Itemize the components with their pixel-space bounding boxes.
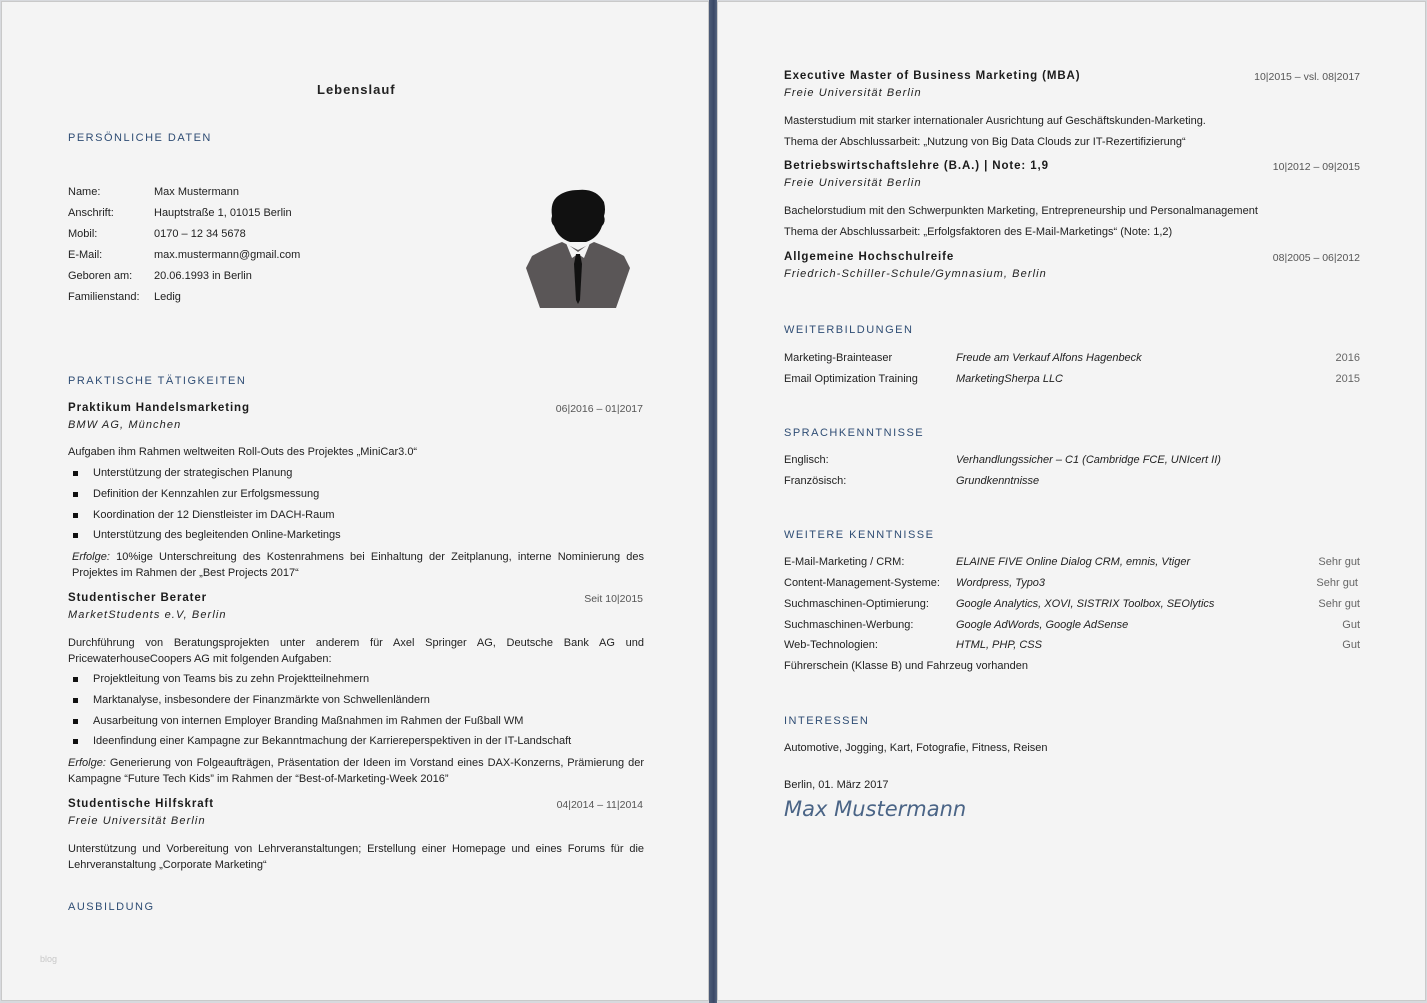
section-heading-languages: SPRACHKENNTNISSE xyxy=(784,427,925,439)
job-intro: Unterstützung und Vorbereitung von Lehrveranstaltungen; Erstellung einer Homepage und eines Forums für die Lehrveranstaltung „Corporate Marketing“ xyxy=(68,843,644,871)
job-date: 04|2014 – 11|2014 xyxy=(556,799,643,811)
job-title: Praktikum Handelsmarketing xyxy=(68,402,250,414)
training-name: Email Optimization Training xyxy=(784,373,918,385)
personal-label: Geboren am: xyxy=(68,270,133,282)
list-item: Unterstützung des begleitenden Online-Marketings xyxy=(93,529,341,541)
job-org: Freie Universität Berlin xyxy=(68,815,206,827)
education-date: 10|2012 – 09|2015 xyxy=(1272,161,1360,173)
person-silhouette-icon xyxy=(526,188,630,308)
list-item: Unterstützung der strategischen Planung xyxy=(93,467,293,479)
education-org: Freie Universität Berlin xyxy=(784,177,922,189)
skill-tools: ELAINE FIVE Online Dialog CRM, emnis, Vtiger xyxy=(956,556,1191,568)
language-name: Französisch: xyxy=(784,475,847,487)
list-item: Definition der Kennzahlen zur Erfolgsmessung xyxy=(93,488,320,500)
job-title: Studentische Hilfskraft xyxy=(68,798,214,810)
education-date: 08|2005 – 06|2012 xyxy=(1272,252,1360,264)
job-org: MarketStudents e.V, Berlin xyxy=(68,609,227,621)
personal-label: Anschrift: xyxy=(68,207,114,219)
education-title: Allgemeine Hochschulreife xyxy=(784,251,955,263)
skill-extra: Führerschein (Klasse B) und Fahrzeug vorhanden xyxy=(784,660,1028,672)
personal-value: 20.06.1993 in Berlin xyxy=(154,270,252,282)
section-heading-training: WEITERBILDUNGEN xyxy=(784,324,914,336)
skill-level: Gut xyxy=(1342,619,1360,631)
education-org: Freie Universität Berlin xyxy=(784,87,922,99)
personal-value: Ledig xyxy=(154,291,181,303)
personal-label: E-Mail: xyxy=(68,249,103,261)
watermark: blog xyxy=(40,954,58,964)
education-date: 10|2015 – vsl. 08|2017 xyxy=(1254,71,1360,83)
language-level: Grundkenntnisse xyxy=(956,475,1040,487)
training-provider: MarketingSherpa LLC xyxy=(956,373,1064,385)
section-heading-education: AUSBILDUNG xyxy=(68,901,155,913)
success-label: Erfolge: xyxy=(68,757,106,769)
section-heading-practical: PRAKTISCHE TÄTIGKEITEN xyxy=(68,375,247,387)
education-line: Thema der Abschlussarbeit: „Nutzung von Big Data Clouds zur IT-Rezertifizierung“ xyxy=(784,136,1186,148)
job-org: BMW AG, München xyxy=(68,419,182,431)
skill-tools: Google Analytics, XOVI, SISTRIX Toolbox, SEOlytics xyxy=(956,598,1215,610)
training-year: 2015 xyxy=(1335,373,1360,385)
education-line: Thema der Abschlussarbeit: „Erfolgsfaktoren des E-Mail-Marketings“ (Note: 1,2) xyxy=(784,226,1173,238)
education-line: Bachelorstudium mit den Schwerpunkten Marketing, Entrepreneurship und Personalmanagement xyxy=(784,205,1258,217)
page-divider xyxy=(709,0,717,1003)
list-item: Ideenfindung einer Kampagne zur Bekanntmachung der Karriereperspektiven in der IT-Landschaft xyxy=(93,735,572,747)
education-title: Executive Master of Business Marketing (MBA) xyxy=(784,70,1081,82)
signature: Max Mustermann xyxy=(784,797,967,821)
personal-value: 0170 – 12 34 5678 xyxy=(154,228,246,240)
skill-tools: Google AdWords, Google AdSense xyxy=(956,619,1129,631)
skill-level: Gut xyxy=(1342,639,1360,651)
job-success xyxy=(72,549,644,581)
skill-area: E-Mail-Marketing / CRM: xyxy=(784,556,905,568)
job-date: 06|2016 – 01|2017 xyxy=(555,403,643,415)
success-text: Generierung von Folgeaufträgen, Präsentation der Ideen im Vorstand eines DAX-Konzerns, Prämierung der Kampagne “Future Tech Kids” im Rahmen der “Best-of-Marketing-Week 2016” xyxy=(68,757,644,785)
interests-text: Automotive, Jogging, Kart, Fotografie, Fitness, Reisen xyxy=(784,742,1048,754)
place-date: Berlin, 01. März 2017 xyxy=(784,779,889,791)
personal-value: Max Mustermann xyxy=(154,186,239,198)
skill-level: Sehr gut xyxy=(1318,556,1360,568)
personal-label: Name: xyxy=(68,186,101,198)
head-shape xyxy=(551,190,605,242)
training-provider: Freude am Verkauf Alfons Hagenbeck xyxy=(956,352,1142,364)
section-heading-interests: INTERESSEN xyxy=(784,715,870,727)
document-title: Lebenslauf xyxy=(317,82,396,97)
personal-value: max.mustermann@gmail.com xyxy=(154,249,301,261)
skill-level: Sehr gut xyxy=(1318,598,1360,610)
training-year: 2016 xyxy=(1335,352,1360,364)
personal-label: Mobil: xyxy=(68,228,98,240)
success-label: Erfolge: xyxy=(72,551,110,563)
education-org: Friedrich-Schiller-Schule/Gymnasium, Berlin xyxy=(784,268,1047,280)
list-item: Marktanalyse, insbesondere der Finanzmärkte von Schwellenländern xyxy=(93,694,430,706)
job-intro: Aufgaben ihm Rahmen weltweiten Roll-Outs des Projektes „MiniCar3.0“ xyxy=(68,446,418,458)
skill-tools: HTML, PHP, CSS xyxy=(956,639,1042,651)
success-text: 10%ige Unterschreitung des Kostenrahmens bei Einhaltung der Zeitplanung, interne Nominierung des Projektes im Rahmen der „Best Projects 2017“ xyxy=(72,551,644,579)
job-intro: Durchführung von Beratungsprojekten unter anderem für Axel Springer AG, Deutsche Bank AG und PricewaterhouseCoopers AG mit folgenden Aufgaben: xyxy=(68,637,644,665)
page-right xyxy=(717,1,1426,1001)
language-name: Englisch: xyxy=(784,454,829,466)
job-date: Seit 10|2015 xyxy=(584,593,643,605)
education-title: Betriebswirtschaftslehre (B.A.) | Note: 1,9 xyxy=(784,160,1049,172)
job-title: Studentischer Berater xyxy=(68,592,208,604)
skill-area: Suchmaschinen-Optimierung: xyxy=(784,598,929,610)
list-item: Ausarbeitung von internen Employer Branding Maßnahmen im Rahmen der Fußball WM xyxy=(93,715,524,727)
list-item: Projektleitung von Teams bis zu zehn Projektteilnehmern xyxy=(93,673,370,685)
skill-area: Suchmaschinen-Werbung: xyxy=(784,619,914,631)
list-item: Koordination der 12 Dienstleister im DACH-Raum xyxy=(93,509,335,521)
skill-tools: Wordpress, Typo3 xyxy=(956,577,1046,589)
skill-area: Web-Technologien: xyxy=(784,639,878,651)
training-name: Marketing-Brainteaser xyxy=(784,352,893,364)
section-heading-personal: PERSÖNLICHE DATEN xyxy=(68,132,212,144)
job-success xyxy=(68,755,644,787)
skill-area: Content-Management-Systeme: xyxy=(784,577,940,589)
language-level: Verhandlungssicher – C1 (Cambridge FCE, UNIcert II) xyxy=(956,454,1221,466)
skill-level: Sehr gut xyxy=(1316,577,1358,589)
page-left xyxy=(1,1,709,1001)
personal-value: Hauptstraße 1, 01015 Berlin xyxy=(154,207,292,219)
personal-label: Familienstand: xyxy=(68,291,140,303)
section-heading-skills: WEITERE KENNTNISSE xyxy=(784,529,935,541)
education-line: Masterstudium mit starker internationaler Ausrichtung auf Geschäftskunden-Marketing. xyxy=(784,115,1206,127)
